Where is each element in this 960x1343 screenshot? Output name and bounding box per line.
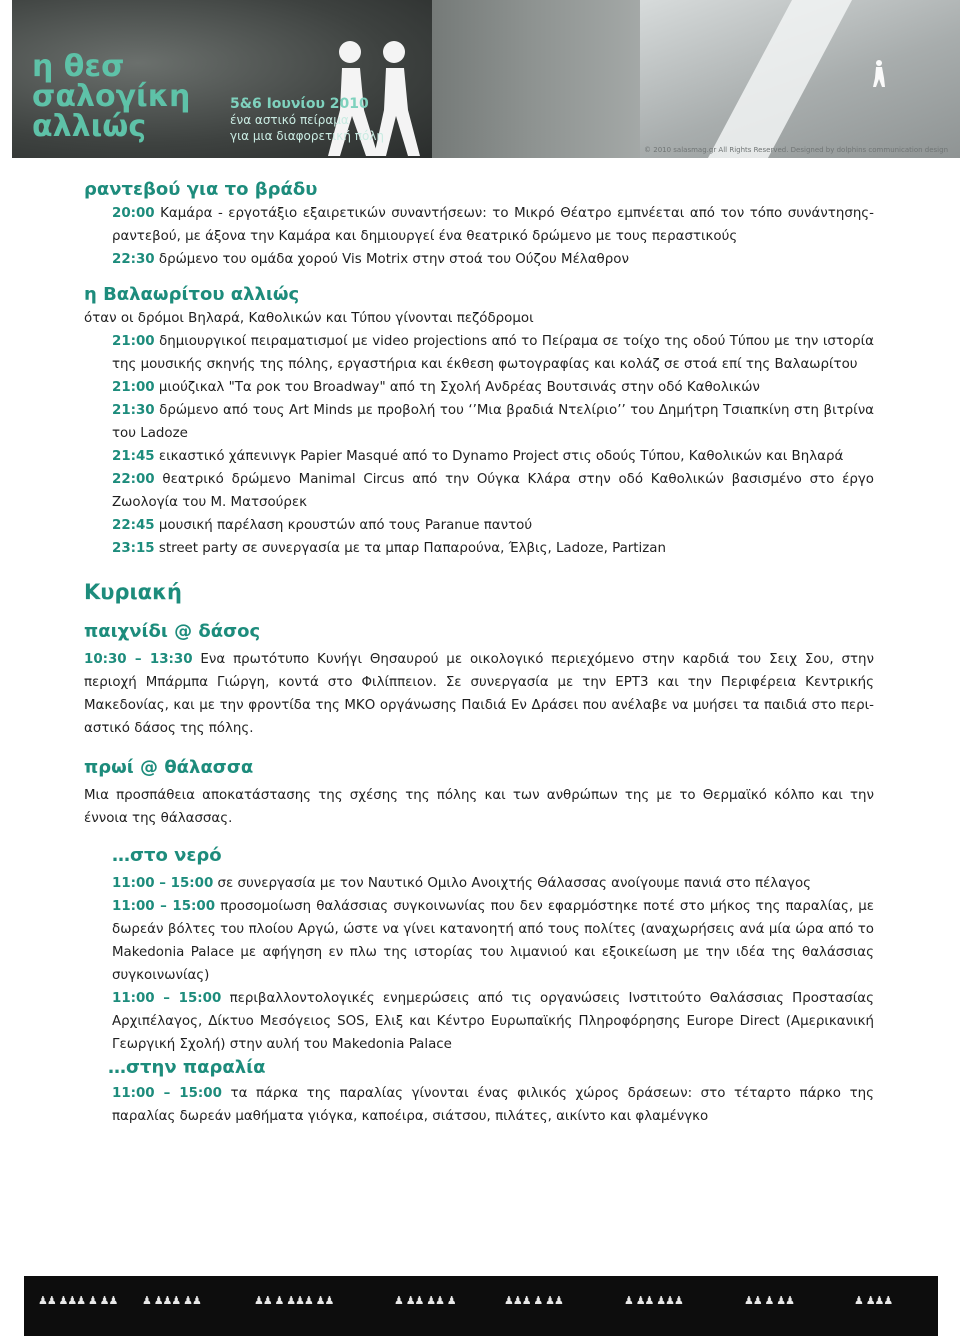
list-item [112, 895, 874, 987]
walking-figures-icon: ♟♟ ♟ ♟♟ [744, 1294, 794, 1307]
sea-text: Μια προσπάθεια αποκατάστασης της σχέσης της πόλης και των ανθρώπων της με το Θερμαϊκό κόλπο και την έννοια της θάλασσας. [84, 788, 874, 826]
walking-figures-icon: ♟♟♟ ♟ ♟♟ [504, 1294, 563, 1307]
list-item [112, 202, 874, 248]
item-text: μιούζικαλ "Τα ροκ του Broadway" από τη Σχολή Ανδρέας Βουτσινάς στην οδό Καθολικών [154, 380, 760, 395]
time-label: 23:15 [112, 541, 155, 556]
section-title-water: …στο νερό [112, 845, 222, 866]
item-text: θεατρικό δρώμενο Manimal Circus από την Ούγκα Κλάρα στην οδό Καθολικών βασισμένο στο έργο Ζωολογία του Μ. Ματσούρεκ [112, 472, 874, 510]
list-item [112, 872, 874, 895]
header-banner [12, 0, 960, 158]
walking-figures-icon: ♟♟ ♟ ♟♟♟ ♟♟ [254, 1294, 334, 1307]
list-item [112, 445, 874, 468]
walking-figures-icon: ♟ ♟♟ ♟♟♟ [624, 1294, 683, 1307]
logo-line: αλλιώς [32, 109, 147, 144]
item-text: περιβαλλοντολογικές ενημερώσεις από τις οργανώσεις Ινστιτούτο Θαλάσσιας Προστασίας Αρχιπέλαγος, Δίκτυο Μεσόγειος SOS, Ελιξ και Κέντρο Ευρωπαϊκής Πληροφόρησης Europe Direct (Αμερικανική Γεωργική Σχολή) στην αυλή του Makedonia Palace [112, 991, 874, 1052]
list-item [112, 330, 874, 376]
list-item [112, 468, 874, 514]
walking-figures-icon: ♟ ♟♟♟ ♟♟ [142, 1294, 201, 1307]
section-title-sea: πρωί @ θάλασσα [84, 757, 254, 778]
logo-line: σαλογίκη [32, 79, 191, 114]
beach-text [112, 1082, 874, 1128]
banner-subtitle [230, 96, 384, 144]
section-title-beach: …στην παραλία [108, 1057, 266, 1078]
time-label: 21:30 [112, 403, 155, 418]
small-walking-figure-icon [872, 60, 886, 88]
time-label: 11:00 – 15:00 [112, 876, 214, 891]
event-logo [32, 49, 191, 144]
time-label: 21:45 [112, 449, 155, 464]
section-title-evening: ραντεβού για το βράδυ [84, 179, 318, 200]
item-text: μουσική παρέλαση κρουστών από τους Paranue παντού [154, 518, 533, 533]
evening-list [84, 202, 874, 271]
logo-line: η θεσ [32, 49, 125, 84]
item-text: Ενα πρωτότυπο Κυνήγι Θησαυρού με οικολογικό περιεχόμενο στην καρδιά του Σειχ Σου, στην περιοχή Μπάρμπα Γιώργη, κοντά στο Φιλίππειον. Σε συνεργασία με την ΕΡΤ3 και την Περιφέρεια Κεντρικής Μακεδονίας, και με την φροντίδα της ΜΚΟ οργάνωσης Παιδιά Εν Δράσει που ανέλαβε να μυήσει τα παιδιά στο περι-αστικό δάσος της πόλης. [84, 652, 874, 736]
beach-section [84, 1056, 874, 1128]
section-intro: όταν οι δρόμοι Βηλαρά, Καθολικών και Τύπου γίνονται πεζόδρομοι [84, 311, 534, 326]
time-label: 22:30 [112, 252, 155, 267]
item-text: δημιουργικοί πειραματισμοί με video projections από το Πείραμα σε τοίχο της οδού Τύπου με την ιστορία της μουσικής σκηνής της πόλης, εργαστήρια και έκθεση φωτογραφίας και κολάζ σε στοά επί της Βαλαωρίτου [112, 334, 874, 372]
program-content [84, 178, 874, 1128]
walking-figures-icon: ♟ ♟♟ ♟♟ ♟ [394, 1294, 456, 1307]
banner-credit: © 2010 salasmag.gr All Rights Reserved. Designed by dolphins communication design [644, 146, 948, 154]
item-text: εικαστικό χάπενινγκ Papier Masqué από το Dynamo Project στις οδούς Τύπου, Καθολικών και Βηλαρά [154, 449, 844, 464]
time-label: 11:00 – 15:00 [112, 1086, 222, 1101]
item-text: Καμάρα - εργοτάξιο εξαιρετικών συναντήσεων: το Μικρό Θέατρο εμπνέεται από τον τόπο συνάντησης-ραντεβού, με άξονα την Καμάρα και δημιουργεί ένα θεατρικό δρώμενο με τους περαστικούς [112, 206, 874, 244]
time-label: 21:00 [112, 334, 155, 349]
time-label: 21:00 [112, 380, 155, 395]
item-text: street party σε συνεργασία με τα μπαρ Παπαρούνα, Έλβις, Ladoze, Partizan [154, 541, 666, 556]
day-title-sunday: Κυριακή [84, 580, 182, 604]
item-text: σε συνεργασία με τον Ναυτικό Ομιλο Ανοιχτής Θάλασσας ανοίγουμε πανιά στο πέλαγος [213, 876, 812, 891]
time-label: 22:45 [112, 518, 155, 533]
section-title-forest: παιχνίδι @ δάσος [84, 621, 261, 642]
item-text: δρώμενο του ομάδα χορού Vis Motrix στην στοά του Ούζου Μέλαθρον [154, 252, 629, 267]
section-title-valaoritou: η Βαλαωρίτου αλλιώς [84, 284, 300, 305]
item-text: προσομοίωση θαλάσσιας συγκοινωνίας που δεν εφαρμόστηκε ποτέ στο μήκος της παραλίας, με δωρεάν βόλτες του πλοίου Αργώ, ώστε να γίνει κατανοητή από τους πολίτες (αναχωρήσεις ανά μία ώρα από το Makedonia Palace με αφήγηση εν πλω της ιστορίας του λιμανιού και εξοικείωση με την ιδέα της θαλάσσιας συγκοινωνίας) [112, 899, 874, 983]
list-item [112, 399, 874, 445]
valaoritou-list [84, 330, 874, 560]
event-dates: 5&6 Ιουνίου 2010 [230, 96, 369, 112]
tagline: για μια διαφορετική πόλη [230, 129, 385, 143]
item-text: δρώμενο από τους Art Minds με προβολή του ‘’Μια βραδιά Ντελίριο’’ του Δημήτρη Τσιαπκίνη στη βιτρίνα του Ladoze [112, 403, 874, 441]
time-label: 11:00 – 15:00 [112, 991, 222, 1006]
walking-figures-icon: ♟♟ ♟♟♟ ♟ ♟♟ [38, 1294, 118, 1307]
water-section [84, 844, 874, 1056]
tagline: ένα αστικό πείραμα [230, 113, 349, 127]
list-item [112, 248, 874, 271]
forest-text [84, 648, 874, 740]
time-label: 20:00 [112, 206, 155, 221]
list-item [112, 376, 874, 399]
item-text: τα πάρκα της παραλίας γίνονται ένας φιλικός χώρος δράσεων: στο τέταρτο πάρκο της παραλίας δωρεάν μαθήματα γιόγκα, καποέιρα, σιάτσου, πιλάτες, αικίντο και φλαμένγκο [112, 1086, 874, 1124]
list-item [112, 987, 874, 1056]
time-label: 22:00 [112, 472, 155, 487]
time-label: 11:00 – 15:00 [112, 899, 216, 914]
walking-figures-icon: ♟ ♟♟♟ [854, 1294, 893, 1307]
footer-strip [24, 1276, 938, 1336]
list-item [112, 537, 874, 560]
time-label: 10:30 – 13:30 [84, 652, 193, 667]
list-item [112, 514, 874, 537]
